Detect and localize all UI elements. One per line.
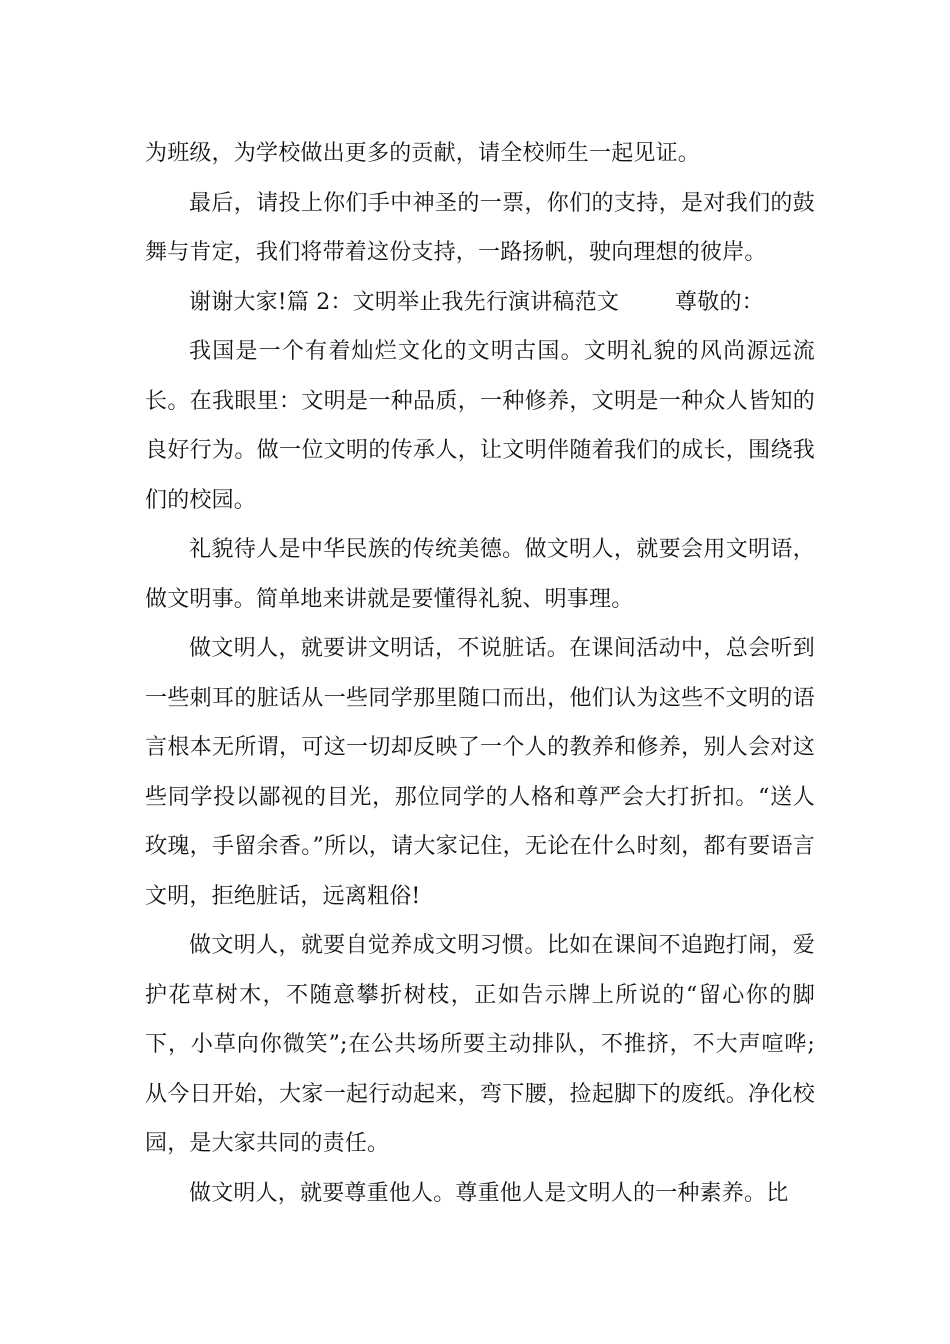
- paragraph-2: 最后，请投上你们手中神圣的一票，你们的支持，是对我们的鼓舞与肯定，我们将带着这份支持，一路扬帆，驶向理想的彼岸。: [145, 190, 815, 265]
- paragraph-3-heading-line: [145, 278, 815, 328]
- paragraph-7: 做文明人，就要自觉养成文明习惯。比如在课间不追跑打闹，爱护花草树木，不随意攀折树枝，正如告示牌上所说的“留心你的脚下，小草向你微笑”;在公共场所要主动排队，不推挤，不大声喧哗;从今日开始，大家一起行动起来，弯下腰，捡起脚下的废纸。净化校园，是大家共同的责任。: [145, 933, 815, 1156]
- salutation-text: 尊敬的：: [675, 289, 764, 315]
- paragraph-5: 礼貌待人是中华民族的传统美德。做文明人，就要会用文明语，做文明事。简单地来讲就是要懂得礼貌、明事理。: [145, 537, 815, 612]
- paragraph-1: 为班级，为学校做出更多的贡献，请全校师生一起见证。: [145, 141, 701, 166]
- paragraph-6: 做文明人，就要讲文明话，不说脏话。在课间活动中，总会听到一些刺耳的脏话从一些同学那里随口而出，他们认为这些不文明的语言根本无所谓，可这一切却反映了一个人的教养和修养，别人会对这些同学投以鄙视的目光，那位同学的人格和尊严会大打折扣。“送人玫瑰，手留余香。”所以，请大家记住，无论在什么时刻，都有要语言文明，拒绝脏话，远离粗俗!: [145, 636, 815, 909]
- speech-title-text: 谢谢大家!篇 2：文明举止我先行演讲稿范文: [189, 289, 620, 315]
- paragraph-4: 我国是一个有着灿烂文化的文明古国。文明礼貌的风尚源远流长。在我眼里：文明是一种品质，一种修养，文明是一种众人皆知的良好行为。做一位文明的传承人，让文明伴随着我们的成长，围绕我们的校园。: [145, 339, 815, 513]
- paragraph-8: 做文明人，就要尊重他人。尊重他人是文明人的一种素养。比: [189, 1180, 789, 1206]
- document-body: [145, 129, 815, 1218]
